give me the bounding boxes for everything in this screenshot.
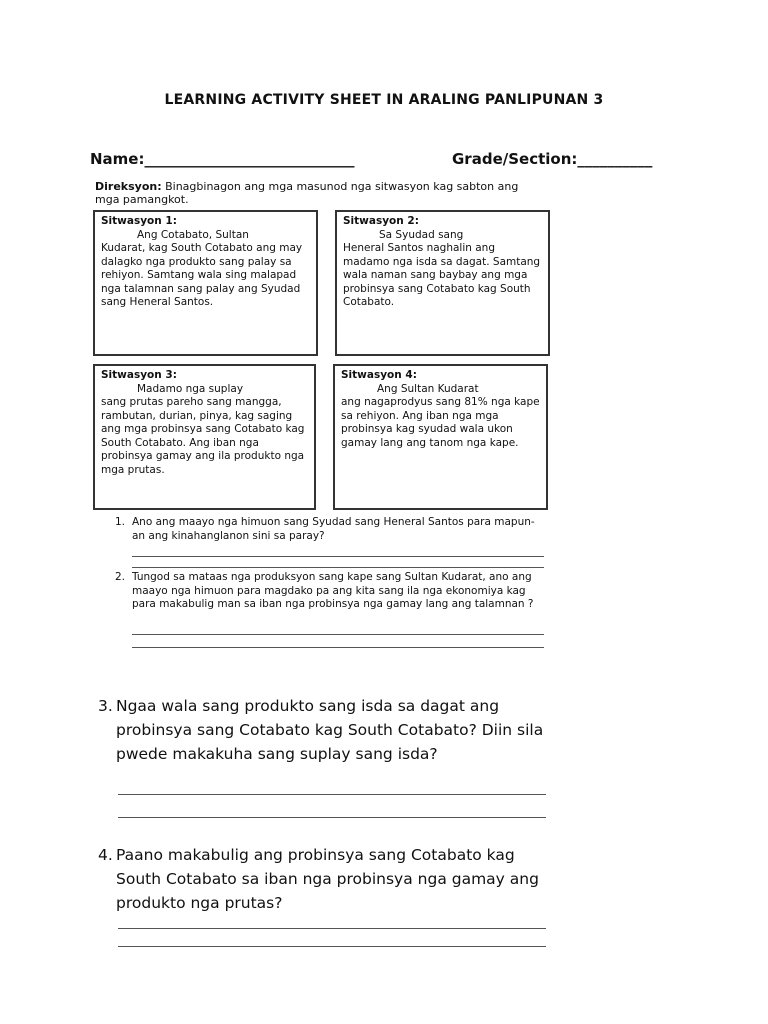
situation-heading: Sitwasyon 4:: [341, 369, 417, 381]
situation-text-first: Sa Syudad sang: [379, 228, 464, 241]
question-number: 2.: [115, 571, 126, 583]
question-number: 1.: [115, 516, 126, 528]
situation-box-2: [335, 210, 550, 356]
situation-text-first: Madamo nga suplay: [137, 382, 244, 395]
situation-text: sang prutas pareho sang mangga, rambutan, durian, pinya, kag saging ang mga probinsya sang Cotabato kag South Cotabato. Ang iban nga probinsya gamay ang ila produkto nga mga prutas.: [101, 396, 305, 476]
page-title: LEARNING ACTIVITY SHEET IN ARALING PANLIPUNAN 3: [164, 92, 604, 108]
answer-line[interactable]: [132, 556, 544, 557]
situation-heading: Sitwasyon 3:: [101, 369, 177, 381]
question-text: Tungod sa mataas nga produksyon sang kape sang Sultan Kudarat, ano ang maayo nga himuon para magdako pa ang kita sang ila nga ekonomiya kag para makabulig man sa iban nga probinsya nga gamay lang ang talamnan ?: [132, 571, 534, 610]
question-text: Ngaa wala sang produkto sang isda sa dagat ang probinsya sang Cotabato kag South Cotabato? Diin sila pwede makakuha sang suplay sang isda?: [116, 697, 544, 763]
directions: [95, 180, 540, 206]
answer-line[interactable]: [118, 794, 546, 795]
question-text: Paano makabulig ang probinsya sang Cotabato kag South Cotabato sa iban nga probinsya nga gamay ang produkto nga prutas?: [116, 846, 539, 912]
answer-line[interactable]: [118, 946, 546, 947]
question-text: Ano ang maayo nga himuon sang Syudad sang Heneral Santos para mapun-an ang kinahanglanon sini sa paray?: [132, 516, 535, 542]
answer-line[interactable]: [132, 567, 544, 568]
situation-text-first: Ang Cotabato, Sultan: [137, 228, 249, 241]
question-1: [115, 516, 545, 543]
situation-text-first: Ang Sultan Kudarat: [377, 382, 479, 395]
answer-line[interactable]: [132, 647, 544, 648]
question-number: 3.: [98, 697, 113, 715]
situation-box-1: [93, 210, 318, 356]
situation-heading: Sitwasyon 2:: [343, 215, 419, 227]
situation-text: Kudarat, kag South Cotabato ang may dalagko nga produkto sang palay sa rehiyon. Samtang wala sing malapad nga talamnan sang palay ang Syudad sang Heneral Santos.: [101, 242, 303, 308]
situation-text: Heneral Santos naghalin ang madamo nga isda sa dagat. Samtang wala naman sang baybay ang mga probinsya sang Cotabato kag South Cotabato.: [343, 242, 541, 308]
name-field-label: Name:____________________________: [90, 150, 355, 168]
grade-section-field-label: Grade/Section:__________: [452, 150, 653, 168]
situation-box-3: [93, 364, 316, 510]
question-number: 4.: [98, 846, 113, 864]
answer-line[interactable]: [118, 817, 546, 818]
answer-line[interactable]: [132, 634, 544, 635]
question-3: [98, 694, 548, 766]
answer-line[interactable]: [118, 928, 546, 929]
question-2: [115, 571, 545, 612]
question-4: [98, 843, 548, 915]
situation-heading: Sitwasyon 1:: [101, 215, 177, 227]
situation-box-4: [333, 364, 548, 510]
directions-label: Direksyon:: [95, 180, 162, 193]
situation-text: ang nagaprodyus sang 81% nga kape sa rehiyon. Ang iban nga mga probinsya kag syudad wala ukon gamay lang ang tanom nga kape.: [341, 396, 540, 449]
directions-text: Binagbinagon ang mga masunod nga sitwasyon kag sabton ang mga pamangkot.: [95, 180, 519, 206]
